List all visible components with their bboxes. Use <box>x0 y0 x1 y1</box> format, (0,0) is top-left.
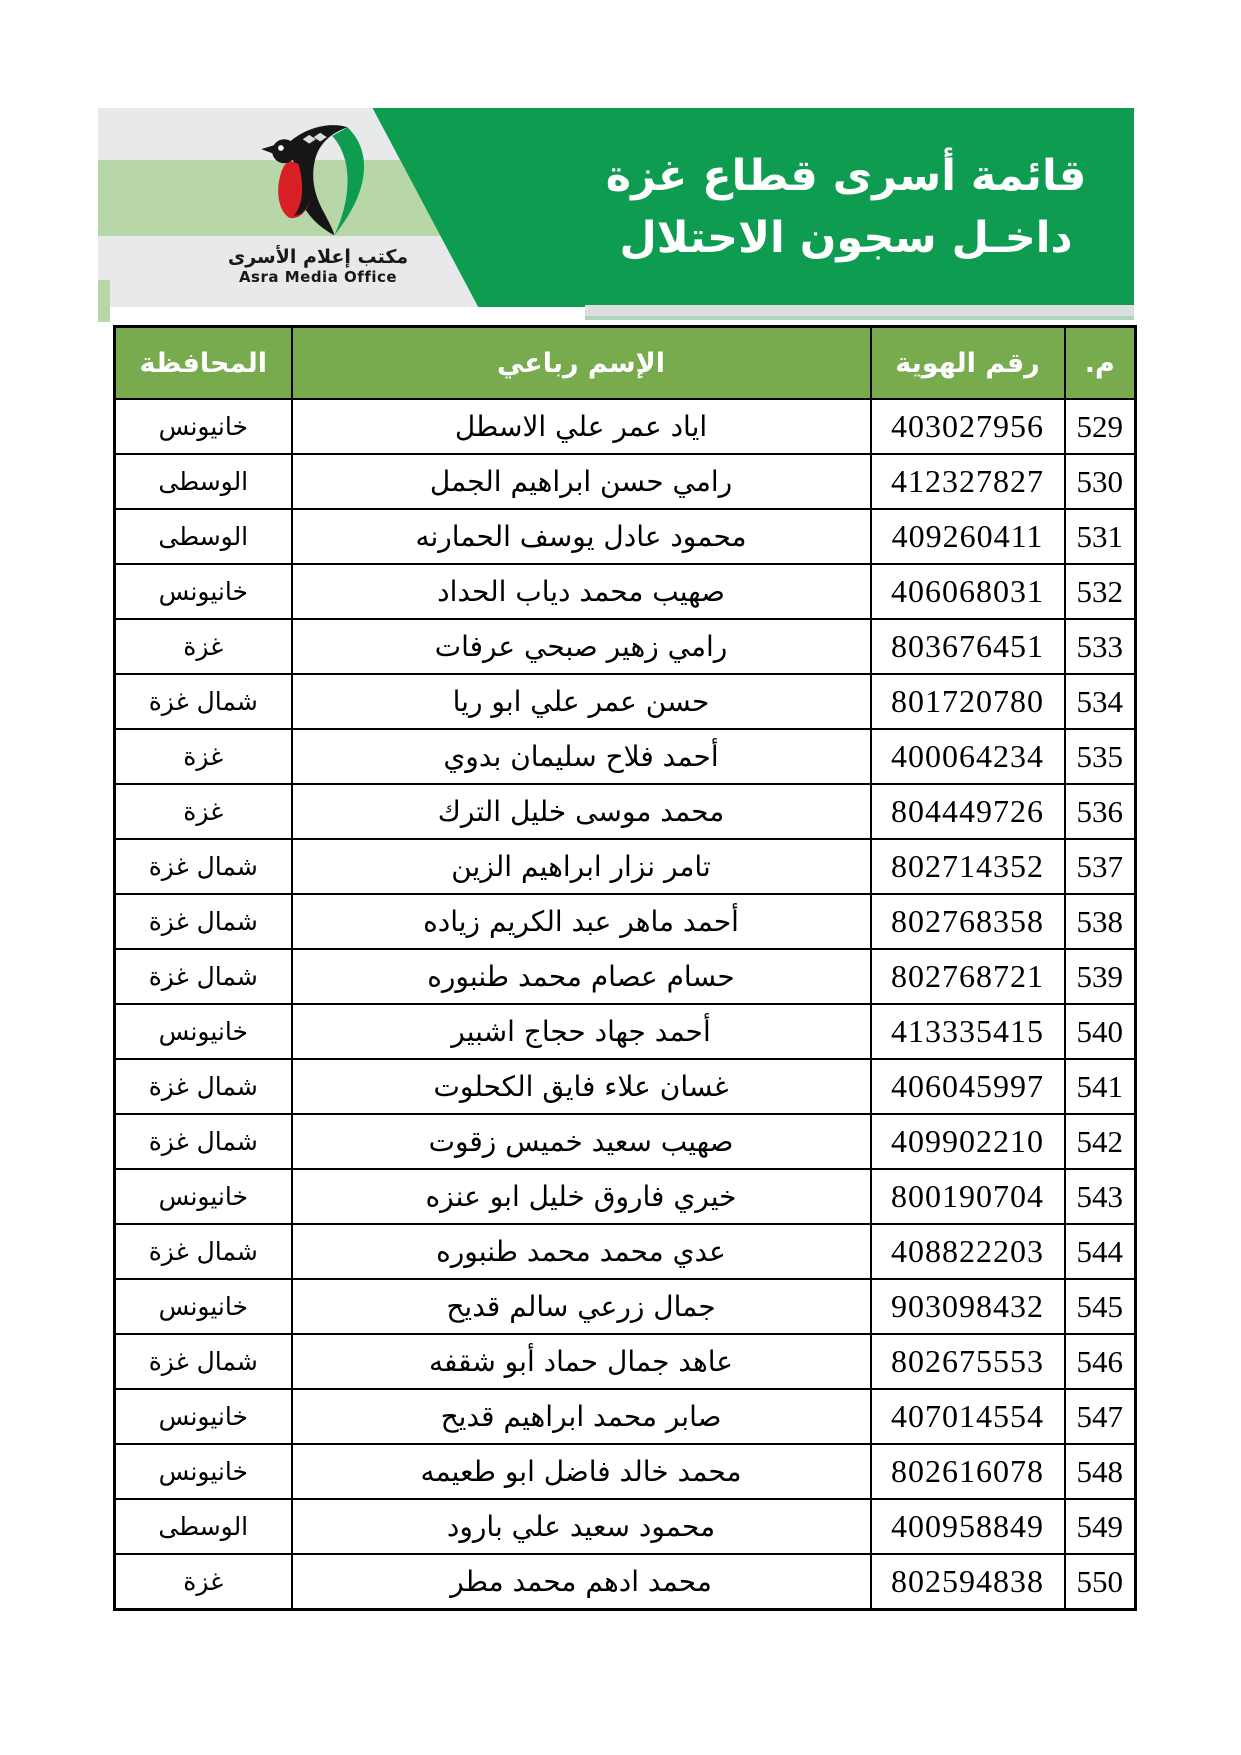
table-row <box>115 729 1136 784</box>
row-index-cell: 544 <box>1065 1224 1136 1279</box>
table-header-row <box>115 327 1136 400</box>
row-index-cell: 536 <box>1065 784 1136 839</box>
row-index-cell: 541 <box>1065 1059 1136 1114</box>
row-governorate-cell: غزة <box>115 729 292 784</box>
row-index-cell: 532 <box>1065 564 1136 619</box>
table-row <box>115 1279 1136 1334</box>
logo-english-name: Asra Media Office <box>238 268 398 286</box>
table-row <box>115 1499 1136 1554</box>
row-index-cell: 535 <box>1065 729 1136 784</box>
banner-title-line1: قائمة أسرى قطاع غزة <box>605 151 1087 202</box>
table-row <box>115 1554 1136 1610</box>
row-governorate-cell: شمال غزة <box>115 1059 292 1114</box>
row-id-number-cell: 406045997 <box>871 1059 1065 1114</box>
row-id-number-cell: 804449726 <box>871 784 1065 839</box>
row-id-number-cell: 802768721 <box>871 949 1065 1004</box>
row-name-cell: حسام عصام محمد طنبوره <box>292 949 871 1004</box>
row-id-number-cell: 407014554 <box>871 1389 1065 1444</box>
row-governorate-cell: خانيونس <box>115 1004 292 1059</box>
row-name-cell: جمال زرعي سالم قديح <box>292 1279 871 1334</box>
row-name-cell: تامر نزار ابراهيم الزين <box>292 839 871 894</box>
logo-arabic-name: مكتب إعلام الأسرى <box>227 246 409 268</box>
row-id-number-cell: 406068031 <box>871 564 1065 619</box>
row-governorate-cell: خانيونس <box>115 564 292 619</box>
table-row <box>115 1114 1136 1169</box>
row-id-number-cell: 409902210 <box>871 1114 1065 1169</box>
row-id-number-cell: 408822203 <box>871 1224 1065 1279</box>
table-row <box>115 1059 1136 1114</box>
row-governorate-cell: شمال غزة <box>115 894 292 949</box>
row-index-cell: 530 <box>1065 454 1136 509</box>
row-index-cell: 550 <box>1065 1554 1136 1610</box>
row-index-cell: 537 <box>1065 839 1136 894</box>
row-name-cell: حسن عمر علي ابو ريا <box>292 674 871 729</box>
row-name-cell: صهيب سعيد خميس زقوت <box>292 1114 871 1169</box>
asra-media-office-logo <box>168 124 468 286</box>
pale-green-left-tab <box>98 280 110 322</box>
row-governorate-cell: غزة <box>115 1554 292 1610</box>
row-id-number-cell: 802594838 <box>871 1554 1065 1610</box>
row-governorate-cell: خانيونس <box>115 1279 292 1334</box>
row-governorate-cell: شمال غزة <box>115 839 292 894</box>
banner-underline-gray <box>585 305 1134 316</box>
prisoner-table-body <box>115 399 1136 1610</box>
table-row <box>115 894 1136 949</box>
row-name-cell: صابر محمد ابراهيم قديح <box>292 1389 871 1444</box>
table-row <box>115 839 1136 894</box>
header-cell-name: الإسم رباعي <box>292 327 871 400</box>
row-id-number-cell: 413335415 <box>871 1004 1065 1059</box>
row-governorate-cell: الوسطى <box>115 454 292 509</box>
table-row <box>115 454 1136 509</box>
banner-title-line2: داخـل سجون الاحتلال <box>619 212 1073 263</box>
row-id-number-cell: 801720780 <box>871 674 1065 729</box>
row-governorate-cell: شمال غزة <box>115 949 292 1004</box>
row-index-cell: 529 <box>1065 399 1136 454</box>
row-index-cell: 549 <box>1065 1499 1136 1554</box>
row-name-cell: محمود سعيد علي بارود <box>292 1499 871 1554</box>
row-governorate-cell: خانيونس <box>115 399 292 454</box>
row-name-cell: أحمد جهاد حجاج اشبير <box>292 1004 871 1059</box>
header-cell-id-number: رقم الهوية <box>871 327 1065 400</box>
row-governorate-cell: الوسطى <box>115 509 292 564</box>
row-index-cell: 538 <box>1065 894 1136 949</box>
row-id-number-cell: 400958849 <box>871 1499 1065 1554</box>
table-row <box>115 399 1136 454</box>
row-index-cell: 545 <box>1065 1279 1136 1334</box>
row-governorate-cell: شمال غزة <box>115 1334 292 1389</box>
table-row <box>115 564 1136 619</box>
row-index-cell: 548 <box>1065 1444 1136 1499</box>
row-name-cell: عاهد جمال حماد أبو شقفه <box>292 1334 871 1389</box>
row-name-cell: صهيب محمد دياب الحداد <box>292 564 871 619</box>
row-index-cell: 546 <box>1065 1334 1136 1389</box>
palestinian-sunbird-logo-icon <box>233 124 403 244</box>
row-id-number-cell: 802616078 <box>871 1444 1065 1499</box>
header-cell-governorate: المحافظة <box>115 327 292 400</box>
row-name-cell: محمد خالد فاضل ابو طعيمه <box>292 1444 871 1499</box>
table-row <box>115 949 1136 1004</box>
row-id-number-cell: 802675553 <box>871 1334 1065 1389</box>
table-row <box>115 784 1136 839</box>
prisoner-list-table <box>113 325 1137 1611</box>
row-name-cell: عدي محمد محمد طنبوره <box>292 1224 871 1279</box>
row-name-cell: أحمد ماهر عبد الكريم زياده <box>292 894 871 949</box>
table-row <box>115 1334 1136 1389</box>
row-name-cell: رامي زهير صبحي عرفات <box>292 619 871 674</box>
row-index-cell: 531 <box>1065 509 1136 564</box>
row-name-cell: غسان علاء فايق الكحلوت <box>292 1059 871 1114</box>
row-name-cell: أحمد فلاح سليمان بدوي <box>292 729 871 784</box>
row-governorate-cell: خانيونس <box>115 1389 292 1444</box>
row-id-number-cell: 412327827 <box>871 454 1065 509</box>
row-index-cell: 540 <box>1065 1004 1136 1059</box>
table-row <box>115 619 1136 674</box>
row-name-cell: محمد ادهم محمد مطر <box>292 1554 871 1610</box>
table-row <box>115 509 1136 564</box>
row-id-number-cell: 802714352 <box>871 839 1065 894</box>
row-name-cell: رامي حسن ابراهيم الجمل <box>292 454 871 509</box>
row-index-cell: 533 <box>1065 619 1136 674</box>
row-index-cell: 542 <box>1065 1114 1136 1169</box>
row-governorate-cell: خانيونس <box>115 1169 292 1224</box>
row-id-number-cell: 800190704 <box>871 1169 1065 1224</box>
row-governorate-cell: غزة <box>115 784 292 839</box>
row-id-number-cell: 403027956 <box>871 399 1065 454</box>
row-index-cell: 543 <box>1065 1169 1136 1224</box>
row-name-cell: خيري فاروق خليل ابو عنزه <box>292 1169 871 1224</box>
row-id-number-cell: 400064234 <box>871 729 1065 784</box>
row-id-number-cell: 903098432 <box>871 1279 1065 1334</box>
row-index-cell: 547 <box>1065 1389 1136 1444</box>
row-governorate-cell: شمال غزة <box>115 1224 292 1279</box>
row-name-cell: محمد موسى خليل الترك <box>292 784 871 839</box>
banner-title <box>566 108 1126 307</box>
row-id-number-cell: 803676451 <box>871 619 1065 674</box>
header-banner <box>98 108 1134 307</box>
row-name-cell: محمود عادل يوسف الحمارنه <box>292 509 871 564</box>
banner-underline-accent <box>585 316 1134 320</box>
row-index-cell: 534 <box>1065 674 1136 729</box>
row-governorate-cell: غزة <box>115 619 292 674</box>
table-row <box>115 1444 1136 1499</box>
table-row <box>115 1224 1136 1279</box>
table-header <box>115 327 1136 400</box>
row-id-number-cell: 409260411 <box>871 509 1065 564</box>
row-governorate-cell: شمال غزة <box>115 1114 292 1169</box>
table-row <box>115 1389 1136 1444</box>
row-governorate-cell: الوسطى <box>115 1499 292 1554</box>
row-name-cell: اياد عمر علي الاسطل <box>292 399 871 454</box>
table-row <box>115 1004 1136 1059</box>
header-cell-index: م. <box>1065 327 1136 400</box>
table-row <box>115 1169 1136 1224</box>
row-id-number-cell: 802768358 <box>871 894 1065 949</box>
row-governorate-cell: شمال غزة <box>115 674 292 729</box>
row-governorate-cell: خانيونس <box>115 1444 292 1499</box>
table-row <box>115 674 1136 729</box>
row-index-cell: 539 <box>1065 949 1136 1004</box>
